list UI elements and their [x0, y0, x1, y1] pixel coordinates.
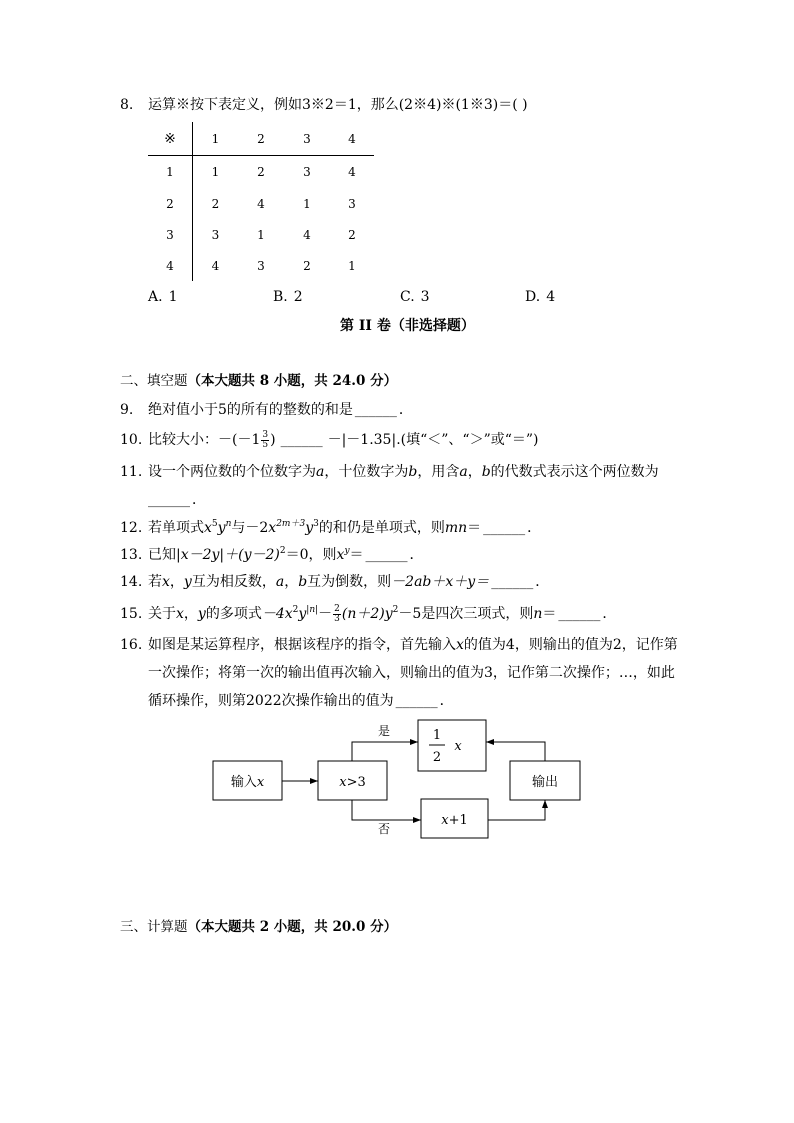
question-16-line-2	[148, 663, 675, 683]
table-cell: 2	[348, 228, 356, 242]
q15-exponent: 2	[392, 605, 399, 615]
q15-fraction	[333, 605, 341, 624]
q14-text: 互为相反数，	[191, 574, 276, 590]
output-label: 输出	[531, 775, 559, 790]
q12-math: mn	[444, 520, 468, 536]
q14-math: a	[275, 574, 285, 590]
condition-rest: >3	[346, 775, 366, 790]
option-letter: C.	[400, 289, 415, 305]
q14-answer-blank[interactable]: ______	[491, 574, 534, 590]
plus-variable: x	[441, 813, 449, 828]
q10-answer-blank[interactable]: ______	[280, 432, 323, 448]
q15-period: ．	[602, 606, 617, 622]
option-letter: B.	[273, 289, 288, 305]
section-3-prefix: 三、计算题	[120, 919, 188, 935]
q15-text: 的多项式	[205, 606, 262, 622]
q16-text: 循环操作，则第2022次操作输出的值为	[148, 693, 394, 709]
q15-exponent: |n|	[306, 605, 319, 615]
q14-period: ．	[535, 574, 550, 590]
question-14	[120, 572, 549, 592]
arrow-output-to-half	[486, 742, 545, 761]
q13-exponent: 2	[279, 546, 286, 556]
table-row	[148, 251, 374, 281]
q14-math: －2ab＋x＋y＝	[391, 574, 490, 590]
q13-period: ．	[409, 547, 424, 563]
q9-number: 9.	[120, 402, 134, 418]
question-10	[120, 430, 539, 450]
table-cell: 4	[303, 228, 311, 242]
option-d[interactable]	[525, 287, 555, 307]
q13-exponent: y	[344, 546, 350, 556]
q10-text: .(填“＜”、“＞”或“＝”)	[396, 432, 539, 448]
question-16	[120, 635, 678, 655]
q12-text: 的和仍是单项式，则	[318, 520, 445, 536]
q14-number: 14.	[120, 574, 143, 590]
table-cell: 4	[348, 164, 356, 179]
table-cell: 1	[348, 258, 356, 273]
q11-math: b	[408, 464, 418, 480]
q15-text: ，	[183, 606, 198, 622]
q12-math: x	[204, 520, 212, 536]
q14-text: ，	[169, 574, 184, 590]
option-value: 2	[293, 289, 303, 305]
input-box-label	[231, 774, 265, 790]
table-cell: 4	[211, 258, 220, 273]
table-header-cell: 1	[193, 122, 239, 156]
q12-exponent: 5	[211, 519, 218, 529]
option-value: 4	[546, 289, 556, 305]
q12-equals: ＝	[467, 520, 482, 536]
question-15	[120, 604, 616, 624]
option-b[interactable]	[273, 287, 303, 307]
option-c[interactable]	[400, 287, 430, 307]
q15-number: 15.	[120, 606, 143, 622]
q11-text: 设一个两位数的个位数字为	[148, 464, 316, 480]
table-cell: 3	[303, 164, 311, 179]
q11-text: ，十位数字为	[324, 464, 409, 480]
q11-text: 的代数式表示这个两位数为	[490, 464, 659, 480]
table-row-label: 4	[148, 251, 193, 281]
q15-equals: ＝	[542, 606, 557, 622]
q13-math: |x－2y|＋(y－2)	[176, 547, 280, 563]
q8-number: 8.	[120, 97, 134, 113]
table-cell: 3	[348, 196, 356, 211]
table-header-row	[148, 122, 374, 156]
q14-text: 互为倒数，则	[307, 574, 392, 590]
q15-text: 关于	[148, 606, 176, 622]
option-value: 3	[420, 289, 430, 305]
table-cell: 1	[257, 228, 265, 242]
option-letter: D.	[525, 289, 541, 305]
q14-math: y	[183, 574, 192, 590]
table-header-cell: 2	[238, 122, 284, 156]
table-cell: 3	[257, 258, 265, 273]
q14-text: ，	[284, 574, 299, 590]
q15-fraction-denominator: 3	[334, 613, 340, 624]
q14-text: 若	[148, 574, 162, 590]
q15-text: 是四次三项式，则	[421, 606, 534, 622]
program-flowchart	[200, 710, 600, 850]
operation-table	[148, 122, 374, 281]
q11-text: ，用含	[417, 464, 460, 480]
q15-math: x	[176, 606, 184, 622]
q11-math: a	[316, 464, 325, 480]
question-8	[120, 95, 528, 115]
input-label-text: 输入	[230, 775, 257, 790]
q9-text: 绝对值小于5的所有的整数的和是	[148, 402, 353, 418]
q11-math: b	[481, 464, 491, 480]
table-cell: 4	[257, 196, 265, 211]
q16-period: ．	[439, 693, 454, 709]
q14-math: b	[298, 574, 308, 590]
q12-math: x	[268, 520, 277, 536]
table-cell: 3	[211, 228, 220, 242]
q16-text: 一次操作；将第一次的输出值再次输入，则输出的值为3，记作第二次操作；…，如此	[148, 665, 675, 681]
table-cell: 1	[211, 164, 220, 179]
q12-math: －2	[245, 520, 269, 536]
q13-math: x	[336, 547, 345, 563]
q14-math: x	[162, 574, 170, 590]
q13-text: ，则	[308, 547, 337, 563]
q12-math: y	[305, 520, 314, 536]
table-row	[148, 220, 374, 251]
q10-math: )	[270, 432, 276, 448]
q15-exponent: 2	[292, 605, 299, 615]
q10-number: 10.	[120, 432, 143, 448]
arrow-no-branch	[352, 800, 421, 820]
q12-period: ．	[527, 520, 542, 536]
condition-label	[339, 775, 366, 790]
q11-text: ，	[467, 464, 482, 480]
option-letter: A.	[148, 289, 163, 305]
table-row-label: 1	[148, 156, 193, 188]
q12-number: 12.	[120, 520, 143, 536]
table-cell: 2	[257, 164, 265, 179]
q16-number: 16.	[120, 637, 143, 653]
question-12	[120, 518, 541, 538]
table-row	[148, 156, 374, 188]
q15-math: y	[197, 606, 206, 622]
q10-fraction-denominator: 5	[262, 439, 269, 450]
q11-answer-blank[interactable]: ______	[148, 492, 190, 508]
q16-text: 的值为4，则输出的值为2，记作第	[463, 637, 678, 653]
q12-exponent: 3	[313, 519, 319, 529]
question-13	[120, 545, 424, 565]
q10-fraction-numerator: 3	[262, 429, 269, 440]
q13-answer-blank[interactable]: ______	[365, 547, 408, 563]
section-2-heading	[120, 371, 397, 391]
table-cell: 2	[211, 196, 220, 211]
q16-math: x	[456, 637, 464, 653]
half-variable: x	[454, 739, 462, 754]
q12-math: y	[217, 520, 226, 536]
q8-stem: 运算※按下表定义，例如3※2＝1，那么(2※4)※(1※3)＝( )	[148, 97, 528, 113]
question-16-line-3	[148, 691, 454, 711]
table-cell: 1	[303, 196, 311, 211]
q12-exponent: n	[225, 519, 232, 529]
q15-math: －4x	[261, 606, 293, 622]
table-row-label: 3	[148, 220, 193, 251]
q10-math: －(－1	[218, 432, 261, 448]
table-header-cell: 3	[284, 122, 330, 156]
q16-answer-blank[interactable]: ______	[395, 693, 438, 709]
q13-math: ＝0	[285, 547, 309, 563]
q10-math: －|－1.35|	[327, 432, 397, 448]
option-a[interactable]	[148, 287, 177, 307]
q10-text: 比较大小：	[148, 432, 218, 448]
q12-text: 若单项式	[148, 520, 204, 536]
q13-text: 已知	[148, 547, 176, 563]
section-2-prefix: 二、填空题	[120, 373, 188, 389]
section-3-heading	[120, 917, 397, 937]
input-variable: x	[256, 775, 265, 790]
q13-number: 13.	[120, 547, 143, 563]
arrow-plus-to-output	[488, 800, 545, 820]
section-3-summary: （本大题共 2 小题，共 20.0 分）	[187, 919, 398, 935]
q15-fraction-numerator: 2	[334, 603, 340, 614]
q15-math: －	[318, 606, 333, 622]
question-11	[120, 462, 659, 482]
q12-answer-blank[interactable]: ______	[483, 520, 526, 536]
q12-text: 与	[231, 520, 246, 536]
q13-equals: ＝	[349, 547, 364, 563]
condition-variable: x	[339, 775, 347, 790]
plus-rest: +1	[448, 813, 468, 828]
q10-fraction	[261, 431, 269, 450]
q16-text: 如图是某运算程序，根据该程序的指令，首先输入	[148, 637, 456, 653]
table-header-cell: 4	[330, 122, 374, 156]
half-box	[418, 720, 486, 771]
q12-exponent: 2m＋3	[276, 519, 306, 529]
q11-math: a	[459, 464, 468, 480]
half-denominator: 2	[432, 750, 442, 765]
table-corner-symbol: ※	[148, 122, 193, 156]
q11-number: 11.	[120, 464, 143, 480]
q11-period: ．	[192, 492, 206, 508]
q15-math: －5	[398, 606, 422, 622]
plus-one-label	[441, 813, 468, 828]
table-cell: 2	[303, 258, 311, 273]
volume-2-title: 第 II 卷（非选择题）	[340, 318, 475, 334]
q9-answer-blank[interactable]: ______	[354, 402, 397, 418]
half-numerator: 1	[432, 728, 442, 743]
table-row	[148, 188, 374, 220]
option-value: 1	[168, 289, 178, 305]
arrow-yes-branch	[352, 742, 418, 761]
q9-period: ．	[398, 402, 413, 418]
table-row-label: 2	[148, 188, 193, 220]
q15-math: (n＋2)y	[341, 606, 393, 622]
question-11-continued	[148, 490, 206, 510]
question-9	[120, 400, 413, 420]
q15-answer-blank[interactable]: ______	[558, 606, 601, 622]
section-2-summary: （本大题共 8 小题，共 24.0 分）	[187, 373, 398, 389]
q15-math: n	[533, 606, 543, 622]
yes-label: 是	[377, 724, 391, 738]
q15-math: y	[298, 606, 307, 622]
no-label: 否	[377, 822, 391, 836]
